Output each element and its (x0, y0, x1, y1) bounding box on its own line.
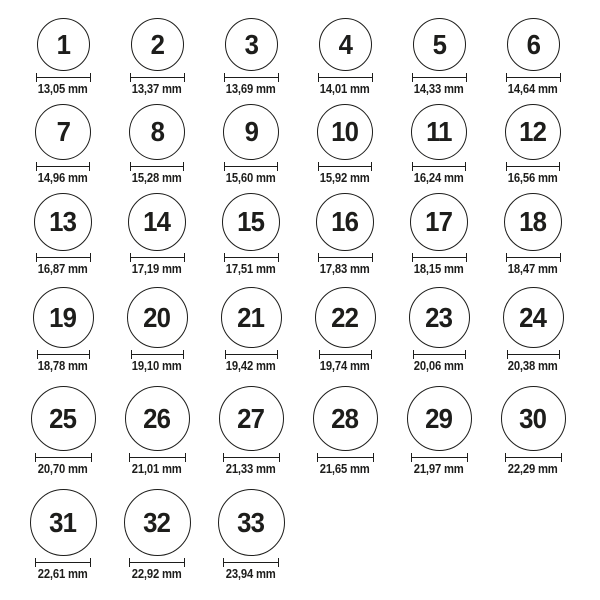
ring-size-cell (110, 104, 204, 185)
ring-size-number: 5 (432, 28, 446, 60)
diameter-label: 13,37 mm (132, 82, 182, 96)
diameter-measure-line (317, 453, 374, 462)
ring-size-cell (392, 193, 486, 276)
ring-size-cell (110, 18, 204, 96)
ring-size-cell (392, 287, 486, 373)
ring-circle (503, 287, 564, 348)
diameter-measure-line (129, 453, 186, 462)
ring-size-cell (16, 287, 110, 373)
diameter-measure-line (507, 350, 560, 359)
ring-size-cell (204, 193, 298, 276)
diameter-measure-line (506, 73, 561, 82)
ring-size-cell (486, 18, 580, 96)
ring-circle (223, 104, 279, 160)
diameter-measure-line (129, 558, 185, 567)
ring-circle (31, 386, 96, 451)
ring-size-number: 6 (526, 28, 540, 60)
ring-size-number: 26 (143, 402, 171, 434)
ring-circle (413, 18, 466, 71)
ring-size-cell (16, 386, 110, 476)
ring-size-cell (110, 193, 204, 276)
ring-size-number: 33 (237, 506, 265, 538)
ring-size-number: 12 (519, 116, 547, 147)
ring-size-number: 11 (426, 116, 452, 147)
ring-size-number: 7 (56, 116, 70, 147)
ring-size-number: 20 (143, 301, 171, 333)
diameter-label: 15,28 mm (132, 171, 182, 185)
ring-circle (504, 193, 562, 251)
chart-row (16, 386, 600, 476)
ring-circle (128, 193, 186, 251)
ring-size-number: 17 (425, 206, 453, 237)
diameter-measure-line (412, 73, 467, 82)
ring-circle (37, 18, 90, 71)
diameter-label: 21,33 mm (226, 462, 276, 476)
diameter-label: 16,87 mm (38, 262, 88, 276)
ring-size-number: 4 (338, 28, 352, 60)
diameter-label: 21,97 mm (414, 462, 464, 476)
ring-size-number: 30 (519, 402, 547, 434)
ring-size-number: 18 (519, 206, 547, 237)
ring-circle (218, 489, 285, 556)
ring-circle (35, 104, 91, 160)
ring-size-number: 2 (150, 28, 164, 60)
diameter-measure-line (224, 162, 278, 171)
ring-size-number: 15 (237, 206, 265, 237)
ring-size-number: 19 (49, 301, 77, 333)
chart-row (16, 18, 600, 96)
ring-size-number: 23 (425, 301, 453, 333)
diameter-label: 19,74 mm (320, 359, 370, 373)
diameter-measure-line (505, 453, 562, 462)
ring-size-number: 32 (143, 506, 171, 538)
ring-size-number: 1 (56, 28, 70, 60)
ring-circle (225, 18, 278, 71)
diameter-measure-line (412, 253, 467, 262)
ring-size-number: 14 (143, 206, 171, 237)
diameter-measure-line (35, 453, 92, 462)
diameter-label: 18,78 mm (38, 359, 88, 373)
ring-size-cell (298, 386, 392, 476)
diameter-measure-line (506, 162, 560, 171)
diameter-measure-line (506, 253, 561, 262)
ring-size-number: 22 (331, 301, 359, 333)
ring-size-cell (486, 193, 580, 276)
ring-size-cell (298, 193, 392, 276)
diameter-measure-line (318, 253, 373, 262)
diameter-label: 18,47 mm (508, 262, 558, 276)
ring-size-number: 21 (237, 301, 265, 333)
diameter-measure-line (413, 350, 466, 359)
diameter-label: 17,83 mm (320, 262, 370, 276)
ring-circle (316, 193, 374, 251)
diameter-label: 17,51 mm (226, 262, 276, 276)
ring-size-cell (204, 489, 298, 581)
diameter-measure-line (130, 253, 185, 262)
diameter-label: 23,94 mm (226, 567, 276, 581)
ring-size-cell (110, 287, 204, 373)
diameter-label: 14,01 mm (320, 82, 370, 96)
diameter-measure-line (130, 162, 184, 171)
diameter-measure-line (131, 350, 184, 359)
diameter-label: 13,69 mm (226, 82, 276, 96)
diameter-label: 15,60 mm (226, 171, 276, 185)
ring-circle (317, 104, 373, 160)
chart-row (16, 104, 600, 185)
ring-size-cell (392, 386, 486, 476)
ring-size-cell (486, 287, 580, 373)
diameter-label: 14,33 mm (414, 82, 464, 96)
ring-circle (407, 386, 472, 451)
ring-circle (411, 104, 467, 160)
ring-circle (221, 287, 282, 348)
diameter-label: 21,01 mm (132, 462, 182, 476)
ring-size-number: 9 (244, 116, 258, 147)
chart-row (16, 287, 600, 373)
diameter-measure-line (36, 253, 91, 262)
ring-circle (131, 18, 184, 71)
ring-circle (315, 287, 376, 348)
diameter-measure-line (223, 453, 280, 462)
ring-size-cell (110, 386, 204, 476)
diameter-measure-line (225, 350, 278, 359)
ring-size-cell (298, 287, 392, 373)
diameter-label: 20,70 mm (38, 462, 88, 476)
diameter-measure-line (318, 162, 372, 171)
ring-circle (124, 489, 191, 556)
ring-size-cell (204, 104, 298, 185)
ring-size-cell (16, 18, 110, 96)
ring-size-cell (16, 489, 110, 581)
diameter-label: 16,24 mm (414, 171, 464, 185)
diameter-label: 22,29 mm (508, 462, 558, 476)
ring-circle (219, 386, 284, 451)
diameter-measure-line (36, 73, 91, 82)
diameter-measure-line (318, 73, 373, 82)
ring-size-cell (298, 104, 392, 185)
diameter-measure-line (223, 558, 279, 567)
ring-size-number: 10 (331, 116, 359, 147)
ring-size-number: 31 (49, 506, 77, 538)
ring-size-number: 16 (331, 206, 359, 237)
ring-circle (505, 104, 561, 160)
ring-size-number: 13 (49, 206, 77, 237)
ring-size-cell (204, 18, 298, 96)
diameter-label: 14,64 mm (508, 82, 558, 96)
ring-size-cell (298, 18, 392, 96)
diameter-measure-line (224, 253, 279, 262)
ring-circle (410, 193, 468, 251)
ring-circle (33, 287, 94, 348)
diameter-label: 18,15 mm (414, 262, 464, 276)
chart-row (16, 489, 600, 581)
chart-row (16, 193, 600, 276)
diameter-measure-line (224, 73, 279, 82)
diameter-label: 16,56 mm (508, 171, 558, 185)
diameter-label: 17,19 mm (132, 262, 182, 276)
ring-size-cell (204, 386, 298, 476)
ring-size-number: 25 (49, 402, 77, 434)
ring-circle (409, 287, 470, 348)
ring-size-number: 3 (244, 28, 258, 60)
ring-size-number: 28 (331, 402, 359, 434)
diameter-measure-line (35, 558, 91, 567)
diameter-measure-line (37, 350, 90, 359)
ring-circle (129, 104, 185, 160)
ring-circle (313, 386, 378, 451)
diameter-label: 20,38 mm (508, 359, 558, 373)
ring-size-number: 27 (237, 402, 265, 434)
ring-circle (34, 193, 92, 251)
diameter-measure-line (412, 162, 466, 171)
ring-size-cell (16, 193, 110, 276)
ring-size-number: 8 (150, 116, 164, 147)
ring-size-number: 24 (519, 301, 547, 333)
ring-size-cell (486, 104, 580, 185)
ring-size-cell (16, 104, 110, 185)
diameter-label: 13,05 mm (38, 82, 88, 96)
ring-circle (125, 386, 190, 451)
ring-size-cell (204, 287, 298, 373)
ring-size-cell (392, 104, 486, 185)
diameter-label: 15,92 mm (320, 171, 370, 185)
ring-size-cell (110, 489, 204, 581)
ring-size-cell (392, 18, 486, 96)
ring-circle (30, 489, 97, 556)
ring-circle (501, 386, 566, 451)
diameter-measure-line (411, 453, 468, 462)
ring-circle (127, 287, 188, 348)
ring-circle (507, 18, 560, 71)
diameter-label: 21,65 mm (320, 462, 370, 476)
ring-size-number: 29 (425, 402, 453, 434)
ring-circle (222, 193, 280, 251)
diameter-measure-line (36, 162, 90, 171)
diameter-measure-line (319, 350, 372, 359)
ring-size-cell (486, 386, 580, 476)
diameter-label: 22,92 mm (132, 567, 182, 581)
diameter-measure-line (130, 73, 185, 82)
diameter-label: 20,06 mm (414, 359, 464, 373)
diameter-label: 14,96 mm (38, 171, 88, 185)
diameter-label: 22,61 mm (38, 567, 88, 581)
diameter-label: 19,10 mm (132, 359, 182, 373)
diameter-label: 19,42 mm (226, 359, 276, 373)
ring-circle (319, 18, 372, 71)
